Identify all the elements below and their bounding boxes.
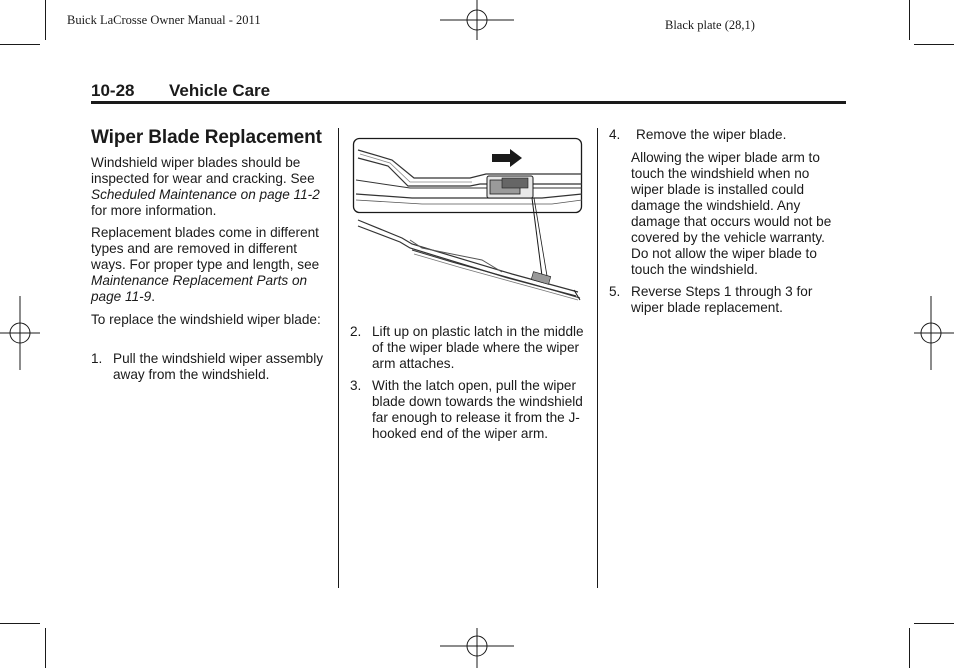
cross-reference-link[interactable]: Maintenance Replacement Parts on page 11-9 (91, 273, 308, 304)
crop-mark (0, 44, 40, 45)
registration-mark-right (912, 296, 954, 372)
step-text: Pull the windshield wiper assembly away from the windshield. (113, 351, 324, 382)
paragraph-inspection: Windshield wiper blades should be inspected for wear and cracking. See Scheduled Maintenance on page 11-2 for more information. (91, 155, 320, 218)
page-number: 10-28 (91, 81, 135, 100)
warning-paragraph: Allowing the wiper blade arm to touch the windshield when no wiper blade is installed could damage the windshield. Any damage that occurs would not be covered by the vehicle warranty. Do not allow the wiper blade to touch the windshield. (631, 150, 832, 277)
cross-reference-link[interactable]: Scheduled Maintenance on page 11-2 (91, 187, 320, 202)
registration-mark-bottom (440, 626, 516, 668)
registration-mark-top (440, 0, 516, 42)
crop-mark (914, 44, 954, 45)
step-2 (350, 324, 586, 374)
step-4 (609, 127, 845, 145)
step-number: 1. (91, 351, 103, 366)
wiper-blade-illustration (352, 134, 586, 304)
step-text: Reverse Steps 1 through 3 for wiper blade replacement. (631, 284, 813, 315)
plate-label: Black plate (28,1) (665, 18, 755, 32)
header-rule (91, 101, 846, 104)
paragraph-intro: To replace the windshield wiper blade: (91, 312, 321, 327)
step-text: Lift up on plastic latch in the middle of the wiper blade where the wiper arm attaches. (372, 324, 584, 371)
column-divider (597, 128, 598, 588)
step-number: 4. (609, 127, 621, 142)
crop-mark (45, 628, 46, 668)
paragraph-blade-types: Replacement blades come in different types and are removed in different ways. For proper type and length, see Maintenance Replacement Parts on page 11-9. (91, 225, 320, 304)
step-number: 5. (609, 284, 621, 299)
section-title: Vehicle Care (169, 81, 271, 100)
step-text: Remove the wiper blade. (636, 127, 787, 142)
crop-mark (914, 623, 954, 624)
crop-mark (909, 628, 910, 668)
step-1 (91, 351, 327, 401)
crop-mark (909, 0, 910, 40)
manual-title: Buick LaCrosse Owner Manual - 2011 (67, 13, 261, 27)
step-number: 2. (350, 324, 362, 339)
crop-mark (45, 0, 46, 40)
page-heading: Wiper Blade Replacement (91, 127, 322, 148)
step-3 (350, 378, 586, 460)
column-divider (338, 128, 339, 588)
step-number: 3. (350, 378, 362, 393)
registration-mark-left (0, 296, 42, 372)
crop-mark (0, 623, 40, 624)
step-5 (609, 284, 845, 318)
step-text: With the latch open, pull the wiper blade down towards the windshield far enough to release it from the J-hooked end of the wiper arm. (372, 378, 583, 441)
